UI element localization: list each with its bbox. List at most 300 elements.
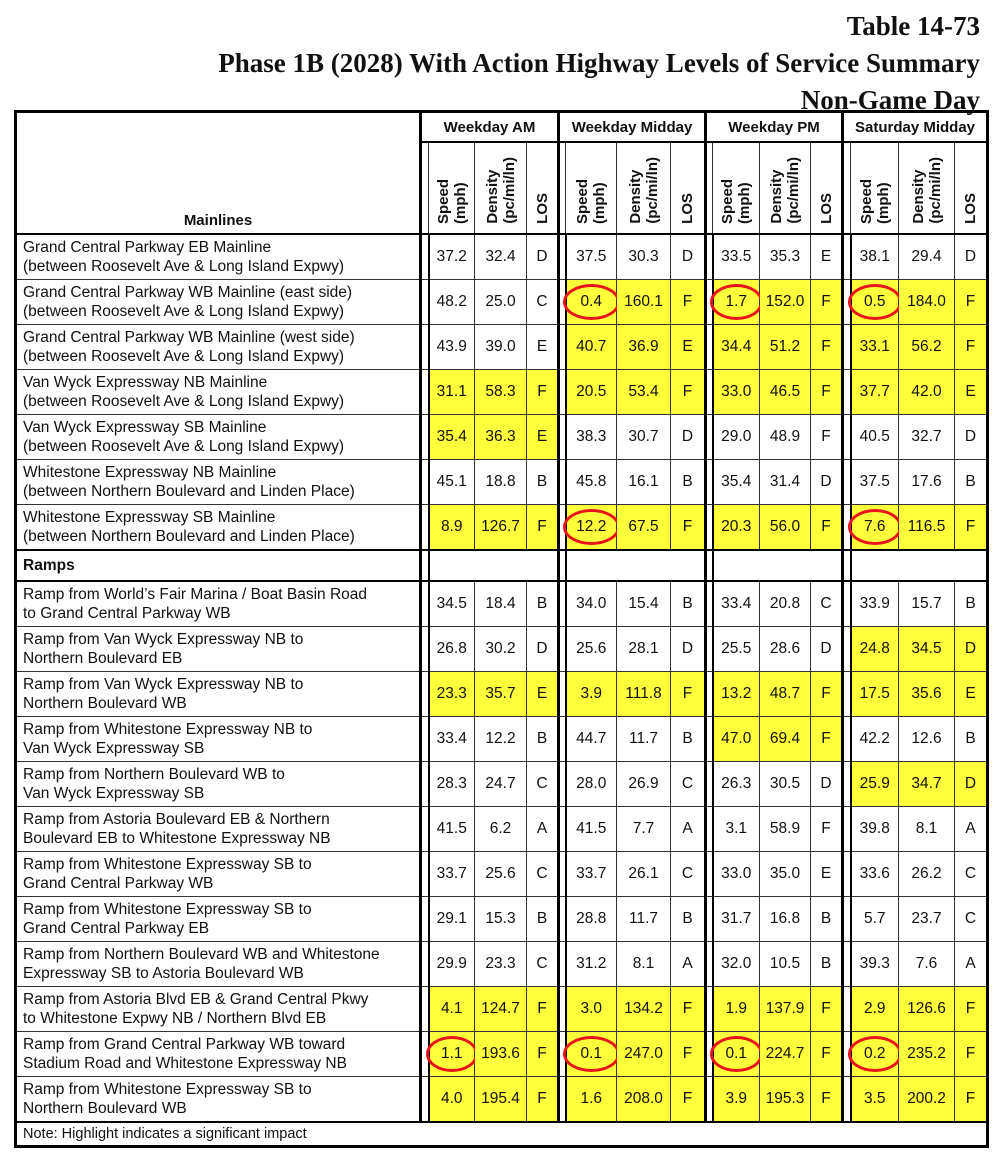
- table-row: [16, 234, 988, 280]
- los-cell: F: [811, 1077, 843, 1123]
- density-cell: 7.7: [617, 807, 671, 852]
- density-cell: 12.2: [475, 717, 527, 762]
- spacer: [706, 942, 713, 987]
- speed-cell: 0.5: [851, 280, 899, 325]
- density-cell: 18.8: [475, 460, 527, 505]
- los-cell: C: [527, 942, 559, 987]
- spacer: [706, 505, 713, 551]
- speed-cell: 29.9: [429, 942, 475, 987]
- spacer: [559, 627, 566, 672]
- density-cell: 15.3: [475, 897, 527, 942]
- density-cell: 193.6: [475, 1032, 527, 1077]
- speed-cell: 3.9: [713, 1077, 760, 1123]
- spacer: [706, 550, 713, 581]
- speed-cell: 26.8: [429, 627, 475, 672]
- spacer: [843, 1077, 851, 1123]
- speed-cell: 47.0: [713, 717, 760, 762]
- los-cell: F: [671, 672, 706, 717]
- density-cell: 137.9: [760, 987, 811, 1032]
- speed-cell: 34.0: [566, 581, 617, 627]
- los-cell: A: [671, 942, 706, 987]
- density-cell: 30.3: [617, 234, 671, 280]
- los-cell: C: [955, 852, 988, 897]
- los-cell: D: [955, 234, 988, 280]
- speed-cell: 26.3: [713, 762, 760, 807]
- los-cell: F: [811, 672, 843, 717]
- speed-cell: 37.5: [566, 234, 617, 280]
- table-row: [16, 942, 988, 987]
- speed-cell: 35.4: [429, 415, 475, 460]
- density-cell: 30.7: [617, 415, 671, 460]
- table-row: [16, 762, 988, 807]
- density-label: Density (pc/mi/ln): [626, 157, 661, 224]
- spacer: [706, 717, 713, 762]
- density-cell: 35.0: [760, 852, 811, 897]
- spacer: [706, 807, 713, 852]
- ramps-section-row: [16, 550, 988, 581]
- speed-cell: 33.1: [851, 325, 899, 370]
- los-cell: F: [527, 370, 559, 415]
- los-cell: B: [955, 717, 988, 762]
- los-cell: D: [671, 415, 706, 460]
- density-cell: 51.2: [760, 325, 811, 370]
- speed-cell: 8.9: [429, 505, 475, 551]
- spacer: [843, 370, 851, 415]
- los-cell: F: [811, 717, 843, 762]
- density-cell: 20.8: [760, 581, 811, 627]
- speed-cell: 3.1: [713, 807, 760, 852]
- density-cell: 18.4: [475, 581, 527, 627]
- speed-cell: 31.1: [429, 370, 475, 415]
- spacer: [843, 550, 851, 581]
- speed-cell: 20.5: [566, 370, 617, 415]
- density-cell: 28.1: [617, 627, 671, 672]
- table-row: [16, 325, 988, 370]
- spacer: [843, 807, 851, 852]
- density-cell: 35.6: [899, 672, 955, 717]
- spacer: [559, 672, 566, 717]
- speed-cell: 25.5: [713, 627, 760, 672]
- speed-cell: 4.1: [429, 987, 475, 1032]
- speed-cell: 28.3: [429, 762, 475, 807]
- los-cell: E: [527, 325, 559, 370]
- density-cell: 58.9: [760, 807, 811, 852]
- los-cell: C: [527, 280, 559, 325]
- los-cell: D: [527, 627, 559, 672]
- los-cell: F: [671, 1077, 706, 1123]
- speed-cell: 35.4: [713, 460, 760, 505]
- speed-cell: 28.0: [566, 762, 617, 807]
- spacer: [421, 325, 429, 370]
- spacer: [559, 717, 566, 762]
- density-cell: 26.2: [899, 852, 955, 897]
- los-cell: D: [811, 460, 843, 505]
- speed-cell: 25.9: [851, 762, 899, 807]
- density-cell: 69.4: [760, 717, 811, 762]
- spacer: [843, 987, 851, 1032]
- table-row: [16, 717, 988, 762]
- spacer: [421, 942, 429, 987]
- speed-header: [566, 142, 617, 234]
- speed-cell: 1.9: [713, 987, 760, 1032]
- speed-cell: 40.5: [851, 415, 899, 460]
- spacer: [706, 142, 713, 234]
- density-cell: 48.9: [760, 415, 811, 460]
- density-cell: 224.7: [760, 1032, 811, 1077]
- los-cell: E: [527, 415, 559, 460]
- los-cell: F: [955, 987, 988, 1032]
- los-cell: A: [955, 942, 988, 987]
- spacer: [843, 852, 851, 897]
- density-cell: 195.4: [475, 1077, 527, 1123]
- los-cell: B: [527, 897, 559, 942]
- speed-cell: 0.1: [713, 1032, 760, 1077]
- table-number: Table 14-73: [846, 11, 980, 41]
- los-cell: F: [955, 1077, 988, 1123]
- period-header: Weekday Midday: [559, 112, 706, 143]
- note-row: [16, 1122, 988, 1147]
- spacer: [706, 460, 713, 505]
- spacer: [843, 325, 851, 370]
- period-header: Saturday Midday: [843, 112, 988, 143]
- table-title: [218, 8, 980, 119]
- los-cell: E: [955, 370, 988, 415]
- los-header: [955, 142, 988, 234]
- speed-cell: 24.8: [851, 627, 899, 672]
- spacer: [421, 672, 429, 717]
- spacer: [421, 717, 429, 762]
- spacer: [706, 234, 713, 280]
- density-cell: 30.2: [475, 627, 527, 672]
- spacer: [559, 142, 566, 234]
- speed-cell: 0.2: [851, 1032, 899, 1077]
- los-cell: D: [811, 627, 843, 672]
- los-cell: B: [671, 897, 706, 942]
- location-label: Ramp from Northern Boulevard WB and Whitestone Expressway SB to Astoria Boulevard WB: [16, 942, 421, 987]
- speed-cell: 4.0: [429, 1077, 475, 1123]
- location-label: Ramp from Northern Boulevard WB to Van Wyck Expressway SB: [16, 762, 421, 807]
- los-cell: F: [955, 505, 988, 551]
- speed-cell: 45.8: [566, 460, 617, 505]
- los-label: LOS: [962, 193, 979, 224]
- density-cell: 58.3: [475, 370, 527, 415]
- density-cell: 17.6: [899, 460, 955, 505]
- spacer: [559, 762, 566, 807]
- location-label: Ramp from Whitestone Expressway SB to Grand Central Parkway EB: [16, 897, 421, 942]
- table-row: [16, 897, 988, 942]
- spacer: [706, 987, 713, 1032]
- speed-cell: 3.0: [566, 987, 617, 1032]
- los-cell: B: [527, 717, 559, 762]
- spacer: [706, 325, 713, 370]
- density-cell: 35.7: [475, 672, 527, 717]
- density-header: [899, 142, 955, 234]
- speed-cell: 29.1: [429, 897, 475, 942]
- spacer: [559, 1077, 566, 1123]
- density-cell: 16.8: [760, 897, 811, 942]
- speed-cell: 45.1: [429, 460, 475, 505]
- density-cell: 15.7: [899, 581, 955, 627]
- los-cell: F: [811, 280, 843, 325]
- location-label: Ramp from Grand Central Parkway WB toward Stadium Road and Whitestone Expressway NB: [16, 1032, 421, 1077]
- speed-label: Speed (mph): [574, 178, 608, 224]
- density-cell: 134.2: [617, 987, 671, 1032]
- spacer: [706, 1077, 713, 1123]
- los-cell: B: [671, 717, 706, 762]
- spacer: [421, 1077, 429, 1123]
- speed-cell: 1.7: [713, 280, 760, 325]
- spacer: [421, 627, 429, 672]
- density-cell: 195.3: [760, 1077, 811, 1123]
- los-cell: F: [955, 325, 988, 370]
- los-cell: F: [671, 987, 706, 1032]
- spacer: [421, 415, 429, 460]
- density-cell: 25.6: [475, 852, 527, 897]
- density-header: [760, 142, 811, 234]
- speed-cell: 28.8: [566, 897, 617, 942]
- los-cell: B: [811, 942, 843, 987]
- speed-cell: 33.0: [713, 852, 760, 897]
- location-label: Whitestone Expressway NB Mainline (between Northern Boulevard and Linden Place): [16, 460, 421, 505]
- density-cell: 11.7: [617, 717, 671, 762]
- los-cell: F: [527, 1077, 559, 1123]
- density-cell: 26.9: [617, 762, 671, 807]
- empty-cell: [713, 550, 843, 581]
- spacer: [706, 852, 713, 897]
- los-cell: C: [811, 581, 843, 627]
- density-cell: 36.9: [617, 325, 671, 370]
- los-cell: D: [955, 415, 988, 460]
- los-label: LOS: [817, 193, 835, 224]
- speed-label: Speed (mph): [434, 178, 469, 224]
- density-cell: 56.2: [899, 325, 955, 370]
- los-cell: F: [811, 987, 843, 1032]
- speed-cell: 39.3: [851, 942, 899, 987]
- los-cell: B: [527, 581, 559, 627]
- los-cell: F: [811, 505, 843, 551]
- speed-cell: 38.3: [566, 415, 617, 460]
- speed-cell: 7.6: [851, 505, 899, 551]
- speed-header: [851, 142, 899, 234]
- los-cell: D: [955, 762, 988, 807]
- spacer: [421, 280, 429, 325]
- table-row: [16, 581, 988, 627]
- density-cell: 31.4: [760, 460, 811, 505]
- speed-cell: 48.2: [429, 280, 475, 325]
- spacer: [421, 762, 429, 807]
- speed-cell: 25.6: [566, 627, 617, 672]
- speed-cell: 33.4: [713, 581, 760, 627]
- speed-cell: 31.7: [713, 897, 760, 942]
- location-label: Ramp from Astoria Boulevard EB & Northern Boulevard EB to Whitestone Expressway NB: [16, 807, 421, 852]
- los-cell: D: [671, 627, 706, 672]
- density-cell: 11.7: [617, 897, 671, 942]
- speed-cell: 2.9: [851, 987, 899, 1032]
- density-cell: 23.3: [475, 942, 527, 987]
- table-note: Note: Highlight indicates a significant impact: [16, 1122, 988, 1147]
- density-cell: 8.1: [899, 807, 955, 852]
- spacer: [706, 627, 713, 672]
- density-cell: 30.5: [760, 762, 811, 807]
- density-cell: 48.7: [760, 672, 811, 717]
- density-cell: 16.1: [617, 460, 671, 505]
- location-label: Ramp from Astoria Blvd EB & Grand Central Pkwy to Whitestone Expwy NB / Northern Blvd EB: [16, 987, 421, 1032]
- density-cell: 34.5: [899, 627, 955, 672]
- spacer: [559, 987, 566, 1032]
- spacer: [843, 717, 851, 762]
- table-row: [16, 1077, 988, 1123]
- los-cell: B: [527, 460, 559, 505]
- density-cell: 15.4: [617, 581, 671, 627]
- speed-cell: 38.1: [851, 234, 899, 280]
- speed-cell: 3.5: [851, 1077, 899, 1123]
- speed-cell: 32.0: [713, 942, 760, 987]
- speed-cell: 0.4: [566, 280, 617, 325]
- location-label: Grand Central Parkway WB Mainline (west side) (between Roosevelt Ave & Long Island Expwy): [16, 325, 421, 370]
- table-row: [16, 280, 988, 325]
- spacer: [421, 897, 429, 942]
- los-cell: D: [527, 234, 559, 280]
- speed-cell: 12.2: [566, 505, 617, 551]
- density-cell: 32.7: [899, 415, 955, 460]
- speed-cell: 37.5: [851, 460, 899, 505]
- spacer: [706, 897, 713, 942]
- speed-cell: 1.1: [429, 1032, 475, 1077]
- speed-cell: 33.5: [713, 234, 760, 280]
- los-cell: B: [671, 460, 706, 505]
- speed-cell: 40.7: [566, 325, 617, 370]
- spacer: [559, 581, 566, 627]
- speed-cell: 41.5: [566, 807, 617, 852]
- density-cell: 36.3: [475, 415, 527, 460]
- speed-cell: 33.6: [851, 852, 899, 897]
- los-cell: F: [955, 280, 988, 325]
- spacer: [559, 852, 566, 897]
- speed-header: [429, 142, 475, 234]
- spacer: [559, 807, 566, 852]
- los-cell: F: [811, 1032, 843, 1077]
- los-cell: B: [671, 581, 706, 627]
- los-header: [811, 142, 843, 234]
- speed-cell: 34.4: [713, 325, 760, 370]
- los-cell: C: [527, 852, 559, 897]
- speed-cell: 5.7: [851, 897, 899, 942]
- los-cell: B: [955, 581, 988, 627]
- density-cell: 160.1: [617, 280, 671, 325]
- speed-cell: 33.9: [851, 581, 899, 627]
- location-label: Ramp from Whitestone Expressway NB to Van Wyck Expressway SB: [16, 717, 421, 762]
- spacer: [421, 505, 429, 551]
- density-cell: 10.5: [760, 942, 811, 987]
- spacer: [559, 942, 566, 987]
- spacer: [843, 142, 851, 234]
- spacer: [421, 581, 429, 627]
- spacer: [421, 234, 429, 280]
- speed-cell: 0.1: [566, 1032, 617, 1077]
- los-cell: F: [527, 505, 559, 551]
- spacer: [559, 325, 566, 370]
- table-row: [16, 415, 988, 460]
- table-row: [16, 627, 988, 672]
- speed-cell: 33.7: [429, 852, 475, 897]
- density-cell: 39.0: [475, 325, 527, 370]
- speed-header: [713, 142, 760, 234]
- location-label: Ramp from Van Wyck Expressway NB to Northern Boulevard EB: [16, 627, 421, 672]
- los-cell: E: [527, 672, 559, 717]
- spacer: [843, 415, 851, 460]
- density-cell: 208.0: [617, 1077, 671, 1123]
- density-cell: 23.7: [899, 897, 955, 942]
- location-label: Ramp from Whitestone Expressway SB to Grand Central Parkway WB: [16, 852, 421, 897]
- empty-cell: [851, 550, 988, 581]
- los-cell: D: [671, 234, 706, 280]
- location-label: Grand Central Parkway WB Mainline (east side) (between Roosevelt Ave & Long Island Expwy): [16, 280, 421, 325]
- spacer: [559, 370, 566, 415]
- density-cell: 25.0: [475, 280, 527, 325]
- los-cell: F: [811, 325, 843, 370]
- spacer: [706, 672, 713, 717]
- spacer: [843, 460, 851, 505]
- speed-cell: 20.3: [713, 505, 760, 551]
- density-cell: 24.7: [475, 762, 527, 807]
- speed-cell: 1.6: [566, 1077, 617, 1123]
- speed-label: Speed (mph): [857, 178, 892, 224]
- density-cell: 42.0: [899, 370, 955, 415]
- speed-label: Speed (mph): [719, 178, 753, 224]
- los-cell: F: [811, 807, 843, 852]
- empty-cell: [429, 550, 559, 581]
- table-heading: Phase 1B (2028) With Action Highway Levels of Service Summary: [218, 48, 980, 78]
- los-cell: F: [671, 1032, 706, 1077]
- table-row: [16, 505, 988, 551]
- density-cell: 126.7: [475, 505, 527, 551]
- density-header: [475, 142, 527, 234]
- los-cell: E: [671, 325, 706, 370]
- density-cell: 12.6: [899, 717, 955, 762]
- density-cell: 53.4: [617, 370, 671, 415]
- spacer: [559, 460, 566, 505]
- los-cell: A: [671, 807, 706, 852]
- speed-cell: 23.3: [429, 672, 475, 717]
- density-cell: 116.5: [899, 505, 955, 551]
- density-cell: 7.6: [899, 942, 955, 987]
- period-header: Weekday AM: [421, 112, 559, 143]
- los-cell: A: [955, 807, 988, 852]
- los-cell: F: [811, 415, 843, 460]
- speed-cell: 43.9: [429, 325, 475, 370]
- spacer: [706, 762, 713, 807]
- los-cell: F: [671, 280, 706, 325]
- density-label: Density (pc/mi/ln): [909, 157, 944, 224]
- los-label: LOS: [679, 193, 696, 224]
- speed-cell: 29.0: [713, 415, 760, 460]
- density-cell: 28.6: [760, 627, 811, 672]
- density-label: Density (pc/mi/ln): [768, 157, 802, 224]
- los-cell: F: [527, 1032, 559, 1077]
- speed-cell: 44.7: [566, 717, 617, 762]
- density-cell: 26.1: [617, 852, 671, 897]
- spacer: [559, 550, 566, 581]
- los-cell: D: [811, 762, 843, 807]
- table-subheading: Non-Game Day: [800, 85, 980, 115]
- density-cell: 111.8: [617, 672, 671, 717]
- header-row-periods: [16, 112, 988, 143]
- table-row: [16, 852, 988, 897]
- los-cell: D: [955, 627, 988, 672]
- location-label: Ramp from Whitestone Expressway SB to Northern Boulevard WB: [16, 1077, 421, 1123]
- spacer: [843, 942, 851, 987]
- spacer: [421, 460, 429, 505]
